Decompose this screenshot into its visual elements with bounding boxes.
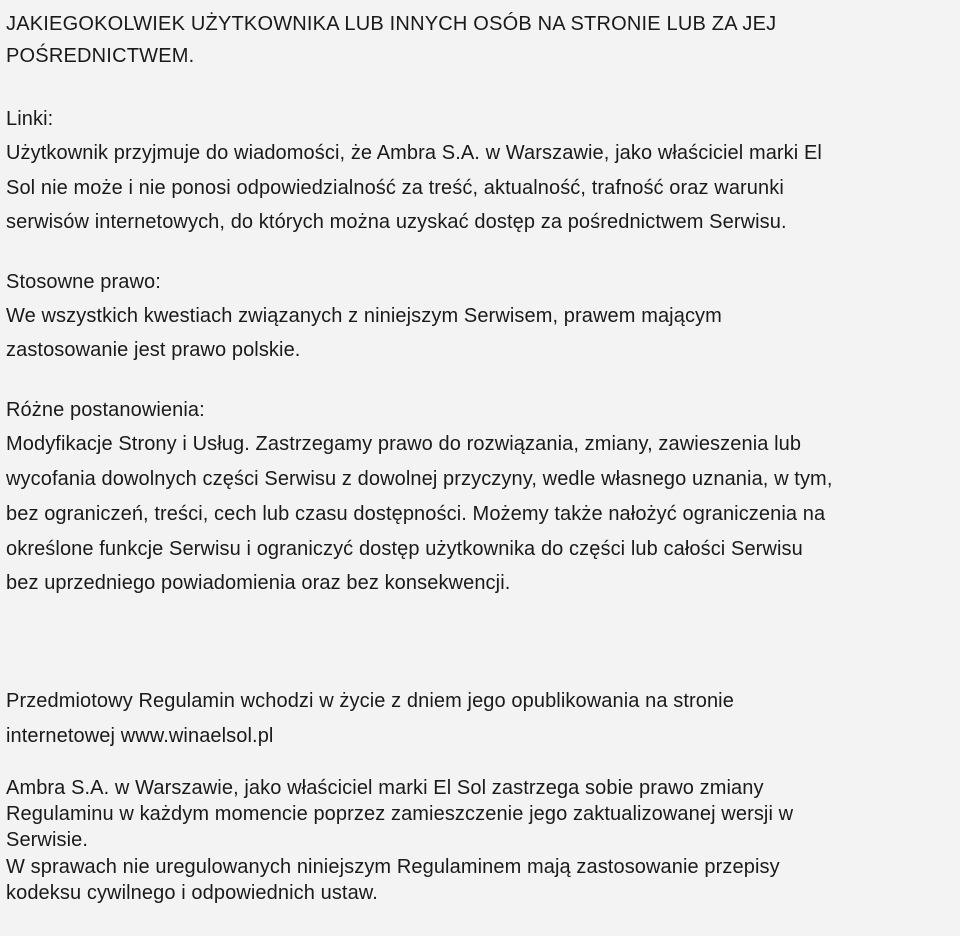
text-line-civil-code-2: kodeksu cywilnego i odpowiednich ustaw.: [6, 882, 378, 904]
text-line-misc-5: bez uprzedniego powiadomienia oraz bez konsekwencji.: [6, 572, 511, 594]
text-line-misc-2: wycofania dowolnych części Serwisu z dowolnej przyczyny, wedle własnego uznania, w tym,: [6, 468, 833, 490]
text-line-links-1: Użytkownik przyjmuje do wiadomości, że Ambra S.A. w Warszawie, jako właściciel marki El: [6, 142, 822, 164]
section-heading-links: Linki:: [6, 108, 54, 130]
section-heading-misc: Różne postanowienia:: [6, 399, 205, 421]
section-heading-applicable-law: Stosowne prawo:: [6, 271, 161, 293]
text-line-links-2: Sol nie może i nie ponosi odpowiedzialność za treść, aktualność, trafność oraz warunki: [6, 177, 784, 199]
text-line-effective-date-1: Przedmiotowy Regulamin wchodzi w życie z dniem jego opublikowania na stronie: [6, 690, 734, 712]
text-line-law-2: zastosowanie jest prawo polskie.: [6, 339, 301, 361]
text-line-law-1: We wszystkich kwestiach związanych z niniejszym Serwisem, prawem mającym: [6, 305, 722, 327]
text-line-amendment-3: Serwisie.: [6, 829, 89, 851]
text-line-links-3: serwisów internetowych, do których można uzyskać dostęp za pośrednictwem Serwisu.: [6, 211, 787, 233]
text-line-misc-1: Modyfikacje Strony i Usług. Zastrzegamy prawo do rozwiązania, zmiany, zawieszenia lub: [6, 433, 802, 455]
text-line-effective-date-2: internetowej www.winaelsol.pl: [6, 725, 274, 747]
text-line-misc-4: określone funkcje Serwisu i ograniczyć dostęp użytkownika do części lub całości Serwisu: [6, 538, 803, 560]
text-line-civil-code-1: W sprawach nie uregulowanych niniejszym Regulaminem mają zastosowanie przepisy: [6, 856, 780, 878]
text-line-misc-3: bez ograniczeń, treści, cech lub czasu dostępności. Możemy także nałożyć ograniczenia na: [6, 503, 826, 525]
text-line-disclaimer-caps-1: JAKIEGOKOLWIEK UŻYTKOWNIKA LUB INNYCH OSÓB NA STRONIE LUB ZA JEJ: [6, 13, 777, 35]
text-line-amendment-1: Ambra S.A. w Warszawie, jako właściciel marki El Sol zastrzega sobie prawo zmiany: [6, 777, 764, 799]
text-line-amendment-2: Regulaminu w każdym momencie poprzez zamieszczenie jego zaktualizowanej wersji w: [6, 803, 794, 825]
text-line-disclaimer-caps-2: POŚREDNICTWEM.: [6, 45, 195, 67]
